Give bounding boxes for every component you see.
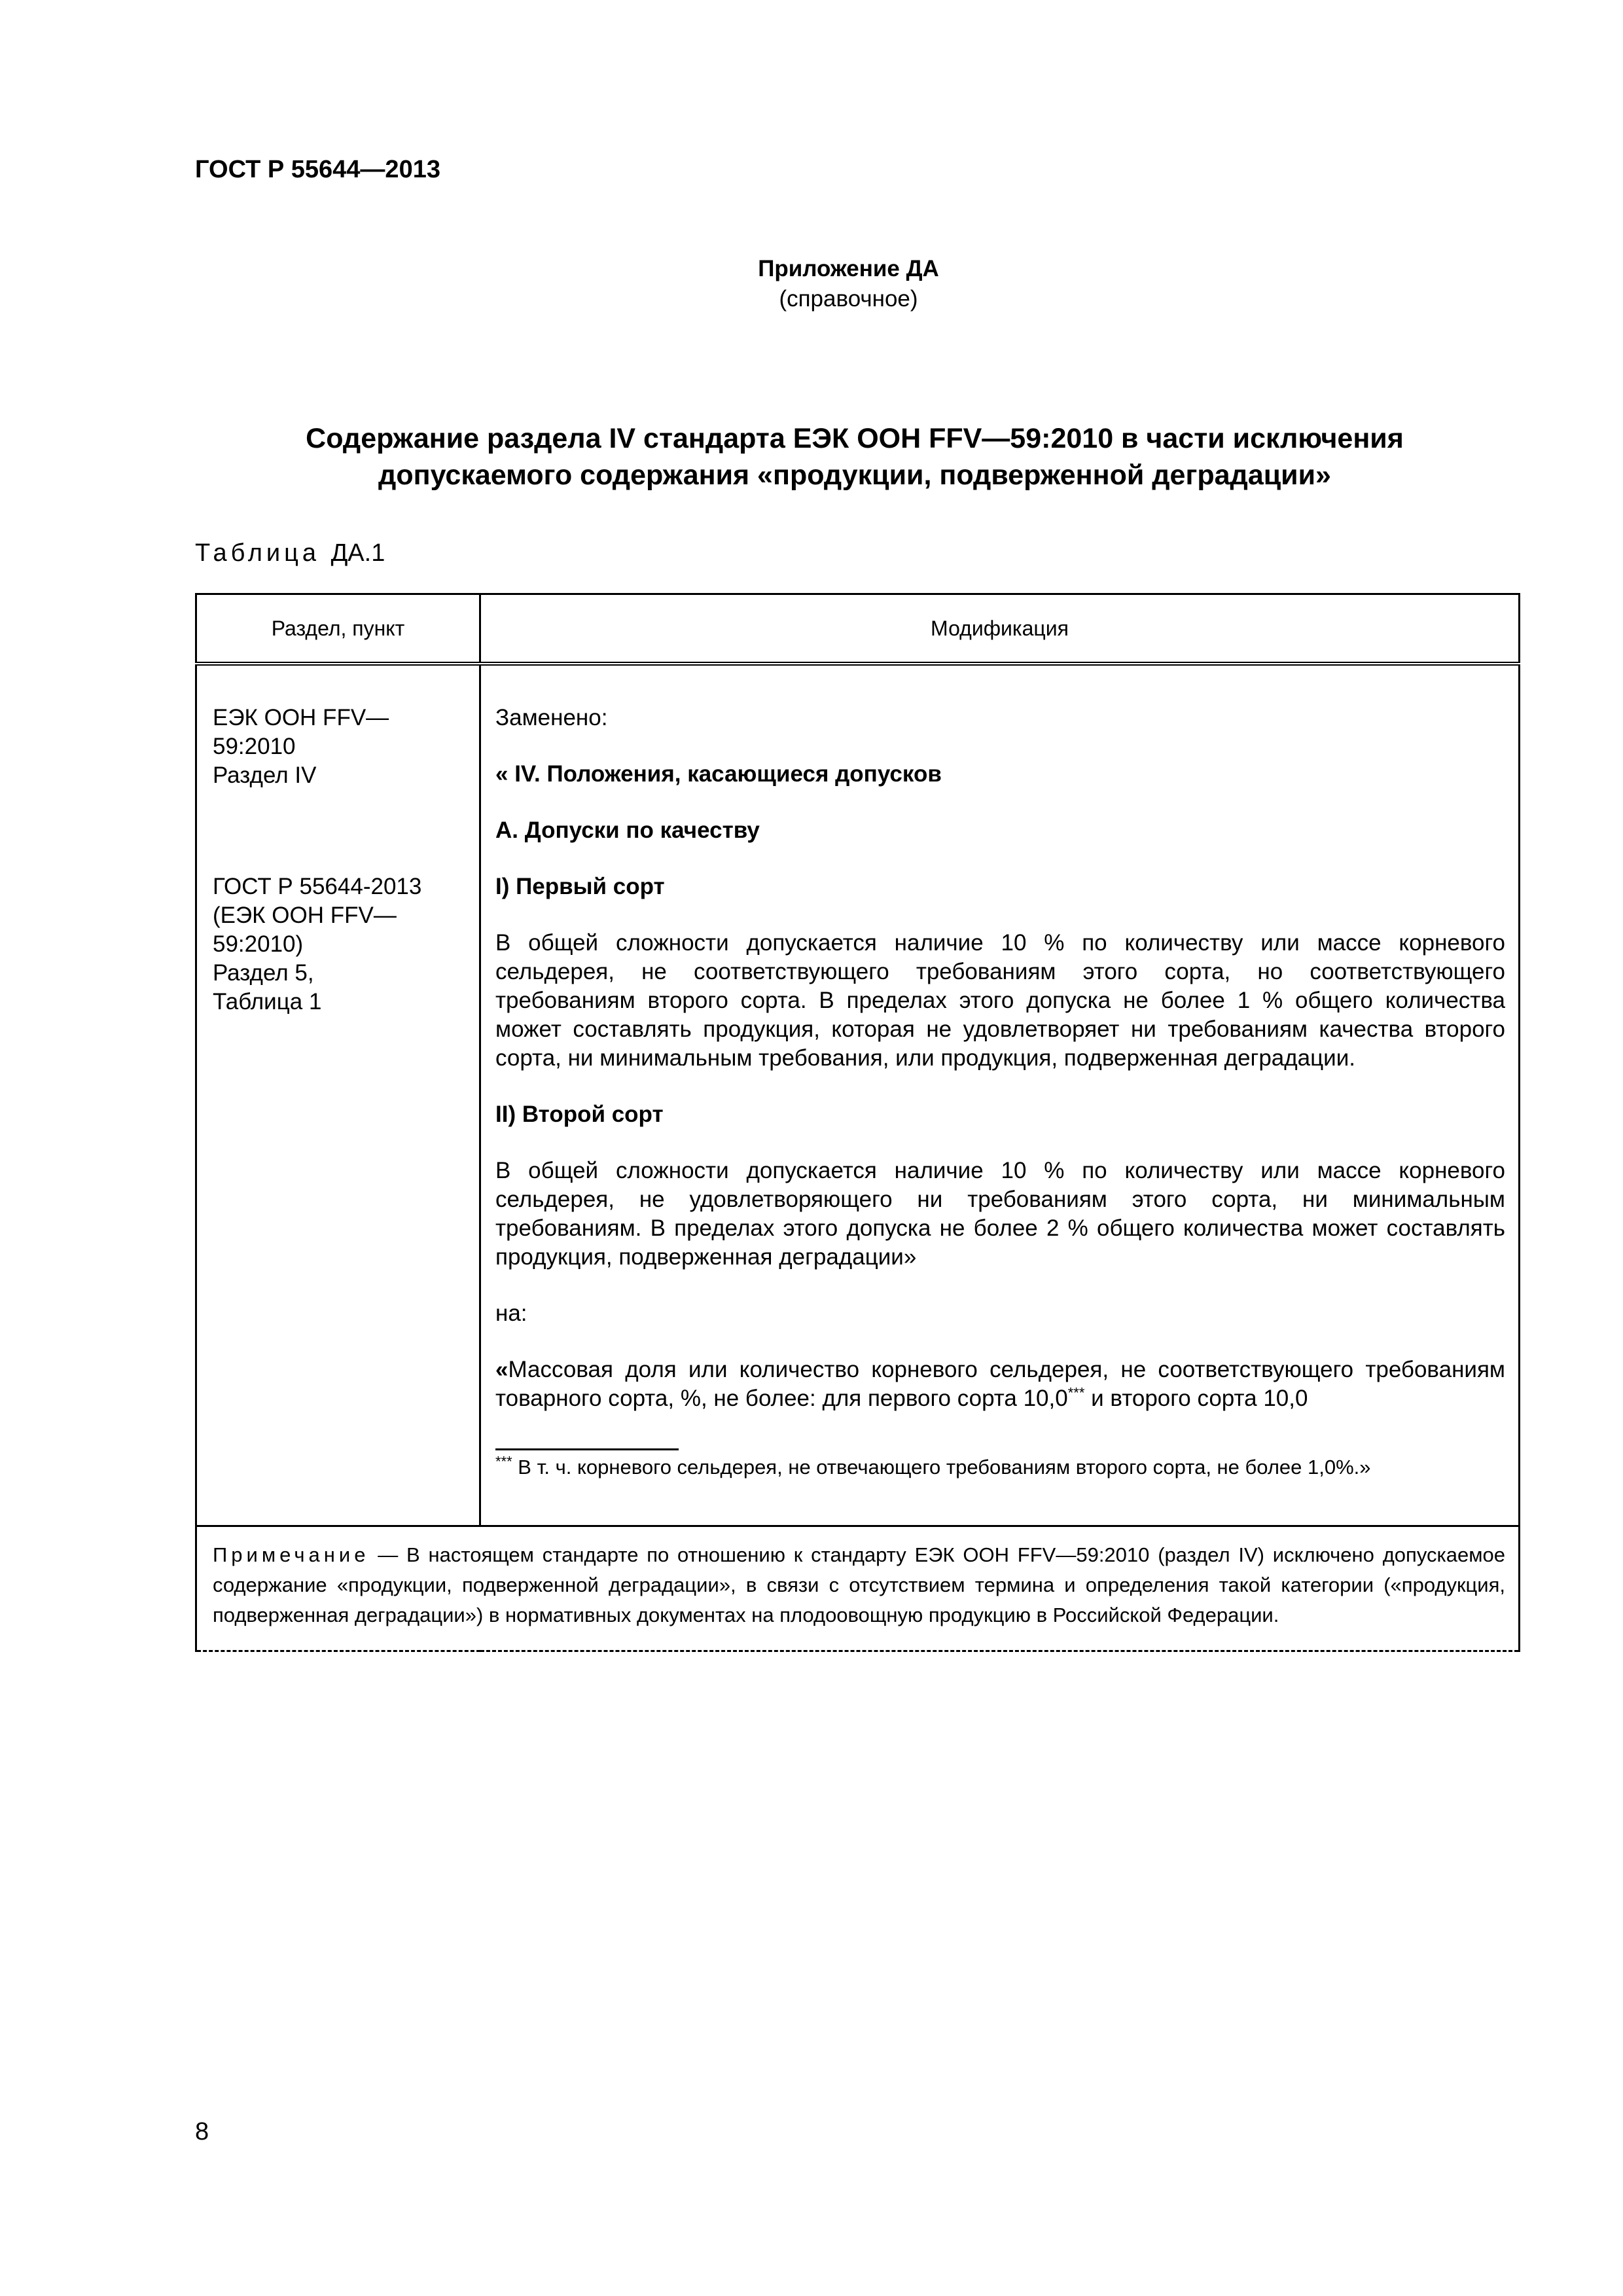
new-text (495, 1355, 1505, 1413)
note-cell (196, 1526, 1520, 1651)
new-text-footnote-ref: *** (1067, 1384, 1085, 1401)
annex-subtitle: (справочное) (779, 286, 918, 312)
section-ref1-line3: Раздел IV (213, 762, 317, 788)
section-ref2-line3: 59:2010) (213, 931, 304, 957)
heading-a: А. Допуски по качеству (495, 817, 760, 843)
page-number: 8 (195, 2118, 209, 2145)
section-ref2-line1: ГОСТ Р 55644-2013 (213, 874, 422, 899)
document-code: ГОСТ Р 55644—2013 (195, 156, 440, 183)
annex-heading (0, 254, 1623, 314)
table-label-number: ДА.1 (330, 539, 385, 567)
section-cell (196, 664, 480, 1526)
section-ref2-line4: Раздел 5, (213, 960, 314, 986)
replaced-label: Заменено: (495, 705, 608, 730)
section-ref2-line5: Таблица 1 (213, 989, 322, 1014)
section-ref1-line1: ЕЭК ООН FFV— (213, 705, 389, 730)
modification-cell (480, 664, 1520, 1526)
footnote-divider (495, 1448, 679, 1450)
table-label-word: Таблица (195, 539, 320, 567)
page-title-line1: Содержание раздела IV стандарта ЕЭК ООН FFV—59:2010 в части исключения (306, 423, 1404, 454)
on-label: на: (495, 1300, 527, 1326)
footnote-text: В т. ч. корневого сельдерея, не отвечающего требованиям второго сорта, не более 1,0%.» (512, 1456, 1371, 1479)
second-grade-text: В общей сложности допускается наличие 10 % по количеству или массе корневого сельдерея, не удовлетворяющего ни требованиям этого сорта, ни минимальным требованиям. В пределах этого допуска не более 2 % общего количества может составлять продукция, подверженная деградации» (495, 1158, 1505, 1270)
section-ref2-line2: (ЕЭК ООН FFV— (213, 903, 397, 928)
footnote (495, 1454, 1505, 1480)
new-text-part2: и второго сорта 10,0 (1084, 1386, 1308, 1411)
heading-second-grade: II) Второй сорт (495, 1102, 664, 1127)
annex-title: Приложение ДА (758, 256, 939, 281)
column-header-section: Раздел, пункт (196, 594, 480, 664)
new-text-part1: Массовая доля или количество корневого сельдерея, не соответствующего требованиям товарного сорта, %, не более: для первого сорта 10,0 (495, 1357, 1505, 1411)
table-header-row (196, 594, 1520, 664)
note-row (196, 1526, 1520, 1651)
page-title (195, 420, 1514, 493)
footnote-mark: *** (495, 1453, 512, 1470)
page-title-line2: допускаемого содержания «продукции, подверженной деградации» (378, 459, 1331, 491)
new-text-open-quote: « (495, 1357, 508, 1382)
table-row (196, 664, 1520, 1526)
modification-table (195, 593, 1520, 1652)
section-ref1-line2: 59:2010 (213, 734, 296, 759)
heading-first-grade: I) Первый сорт (495, 874, 665, 899)
note-label: Примечание (213, 1543, 370, 1566)
note-text: — В настоящем стандарте по отношению к стандарту ЕЭК ООН FFV—59:2010 (раздел IV) исключено допускаемое содержание «продукции, подверженной деградации», в связи с отсутствием термина и определения такой категории («продукция, подверженная деградации») в нормативных документах на плодоовощную продукцию в Российской Федерации. (213, 1543, 1505, 1626)
heading-iv: « IV. Положения, касающиеся допусков (495, 761, 942, 787)
column-header-modification: Модификация (480, 594, 1520, 664)
table-label (195, 539, 385, 567)
first-grade-text: В общей сложности допускается наличие 10 % по количеству или массе корневого сельдерея, не соответствующего требованиям этого сорта, но соответствующего требованиям второго сорта. В пределах этого допуска не более 1 % общего количества может составлять продукция, которая не удовлетворяет ни требованиям качества второго сорта, ни минимальным требования, или продукция, подверженная деградации. (495, 930, 1505, 1071)
